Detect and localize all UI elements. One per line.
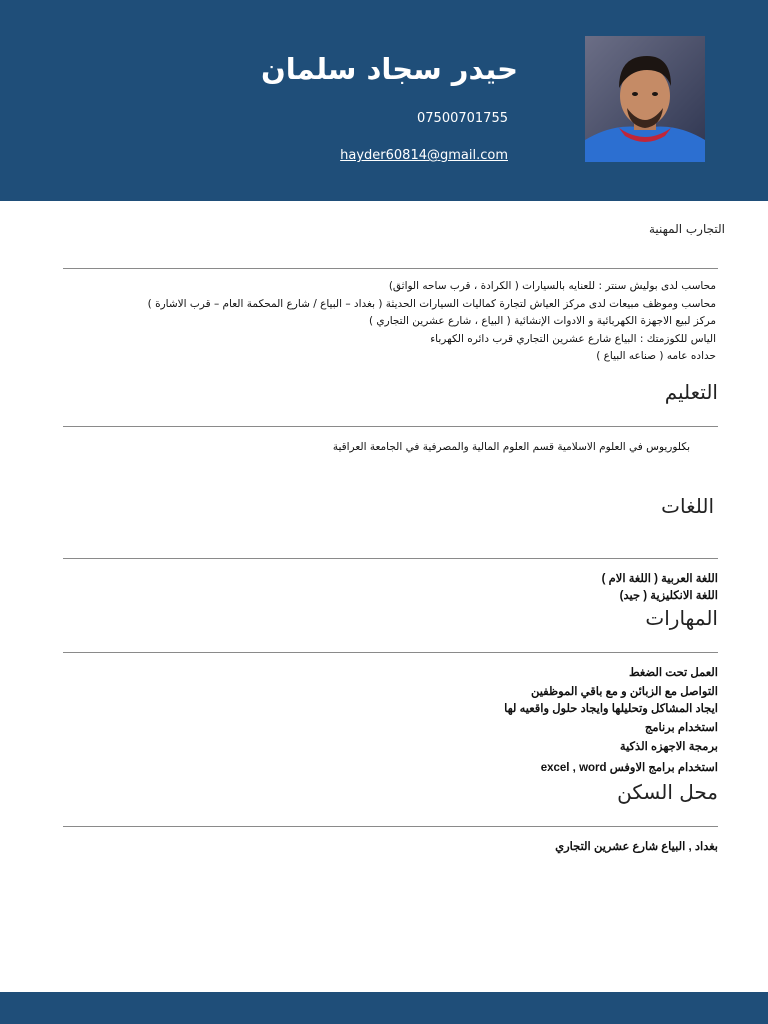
portrait-image bbox=[585, 36, 705, 162]
skill-item: برمجة الاجهزه الذكية bbox=[619, 741, 718, 753]
education-heading: التعليم bbox=[664, 380, 718, 404]
skill-item: ايجاد المشاكل وتحليلها وايجاد حلول واقعيه لها bbox=[504, 703, 718, 715]
experience-list bbox=[148, 278, 716, 366]
residence-text: بغداد , البياع شارع عشرين التجاري bbox=[555, 841, 718, 853]
skills-heading: المهارات bbox=[645, 606, 718, 630]
experience-item: مركز لبيع الاجهزة الكهربائية و الادوات الإنشائية ( البياع ، شارع عشرين التجاري ) bbox=[368, 315, 716, 327]
experience-divider bbox=[63, 268, 718, 269]
residence-heading: محل السكن bbox=[617, 780, 718, 804]
education-text: بكلوريوس في العلوم الاسلامية قسم العلوم المالية والمصرفية في الجامعة العراقية bbox=[332, 441, 690, 453]
skill-item: استخدام برامج الاوفس excel , word bbox=[540, 762, 718, 774]
experience-heading: التجارب المهنية bbox=[648, 222, 725, 236]
footer-bar bbox=[0, 992, 768, 1024]
phone-number: 07500701755 bbox=[417, 111, 508, 126]
languages-heading: اللغات bbox=[661, 494, 714, 518]
email-link[interactable]: hayder60814@gmail.com bbox=[340, 148, 508, 163]
education-divider bbox=[63, 426, 718, 427]
skill-item: العمل تحت الضغط bbox=[628, 667, 718, 679]
experience-item: محاسب لدى بوليش سنتر : للعنايه بالسيارات ( الكرادة ، قرب ساحه الواثق) bbox=[388, 280, 716, 292]
skill-item: التواصل مع الزبائن و مع باقي الموظفين bbox=[530, 686, 718, 698]
language-item: اللغة العربية ( اللغة الام ) bbox=[601, 573, 718, 585]
experience-item: الياس للكوزمتك : البياع شارع عشرين التجاري قرب دائره الكهرباء bbox=[430, 332, 716, 345]
experience-item: محاسب وموظف مبيعات لدى مركز العياش لتجارة كماليات السيارات الحديثة ( بغداد – البياع / شارع المحكمة العام – قرب الاشارة ) bbox=[147, 297, 716, 310]
languages-divider bbox=[63, 558, 718, 559]
skill-item: استخدام برنامج bbox=[644, 722, 718, 734]
experience-item: حداده عامه ( صناعه البياع ) bbox=[596, 350, 716, 362]
residence-divider bbox=[63, 826, 718, 827]
language-item: اللغة الانكليزية ( جيد) bbox=[619, 590, 718, 602]
skills-divider bbox=[63, 652, 718, 653]
person-name: حيدر سجاد سلمان bbox=[260, 52, 518, 86]
profile-photo bbox=[585, 36, 705, 162]
